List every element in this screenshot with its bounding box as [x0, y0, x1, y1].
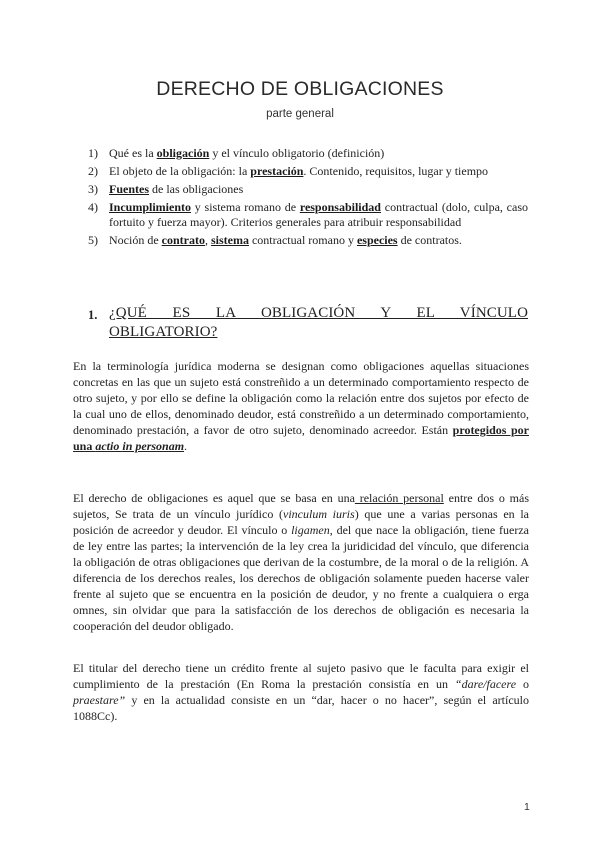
toc-item-keyword: sistema: [210, 233, 249, 247]
latin-term: praestare”: [73, 693, 126, 707]
page-number: 1: [524, 801, 530, 813]
toc-item-text: Qué es la: [109, 146, 157, 160]
toc-item: [88, 233, 528, 248]
toc-item-text: Noción de: [109, 233, 162, 247]
toc-item-number: 5): [88, 233, 98, 247]
toc-item: [88, 200, 528, 230]
toc-item-text: contractual romano y: [248, 233, 357, 247]
paragraph-text: El derecho de obligaciones es aquel que se basa en una: [73, 491, 355, 505]
toc-item-keyword: especies: [356, 233, 398, 247]
latin-term: “dare/facere: [454, 677, 517, 691]
toc-item-keyword: Incumplimiento: [109, 200, 192, 214]
toc-item-text: ,: [204, 233, 211, 247]
toc-item-number: 4): [88, 200, 98, 214]
paragraph-derecho-obligaciones: [73, 490, 529, 634]
latin-term: vinculum iuris: [283, 507, 355, 521]
toc-item-number: 1): [88, 146, 98, 160]
paragraph-text: y en la actualidad consiste en un “dar, hacer o no hacer”, según el artículo 1088Cc).: [73, 693, 529, 723]
latin-term: ligamen: [291, 523, 330, 537]
section-number: 1.: [88, 308, 98, 322]
paragraph-emphasis-text: protegidos por una: [73, 423, 529, 453]
toc-item-text: . Contenido, requisitos, lugar y tiempo: [303, 164, 489, 178]
latin-term: actio in personam: [95, 439, 185, 453]
paragraph-definition: [73, 358, 529, 454]
toc-item-number: 3): [88, 182, 98, 196]
paragraph-text: En la terminología jurídica moderna se designan como obligaciones aquellas situaciones concretas en las que un sujeto está constreñido a un determinado comportamiento respecto de otro sujeto, y por ello se define la obligación como la relación entre dos sujetos por efecto de la cual uno de ellos, denominado deudor, está constreñido a un determinado comportamiento, denominado prestación, a favor de otro sujeto, denominado acreedor. Están: [73, 359, 529, 437]
toc-item-keyword: contrato: [161, 233, 205, 247]
paragraph-text: o: [516, 677, 530, 691]
paragraph-titular: [73, 660, 529, 724]
document-title: DERECHO DE OBLIGACIONES: [156, 78, 444, 100]
section-heading: [88, 304, 528, 342]
paragraph-text: , del que nace la obligación, tiene fuerza de ley entre las partes; la intervención de la ley crea la juridicidad del vínculo, que diferencia la obligación de otras obligaciones que derivan de la costumbre, de la moral o de la religión. A diferencia de los derechos reales, los derechos de obligación solamente pueden hacerse valer frente al sujeto que se encuentra en la posición de deudor, y no frente a cualquiera o erga omnes, sin olvidar que para la satisfacción de los derechos de obligación es necesaria la cooperación del deudor obligado.: [73, 523, 530, 633]
table-of-contents: [88, 146, 528, 251]
toc-item-text: y el vínculo obligatorio (definición): [209, 146, 385, 160]
section-title-line: OBLIGATORIO?: [109, 324, 218, 340]
toc-item-text: contractual (dolo, culpa, caso fortuito y fuerza mayor). Criterios generales para atribuir responsabilidad: [109, 200, 528, 229]
toc-item-keyword: responsabilidad: [299, 200, 381, 214]
paragraph-text: El titular del derecho tiene un crédito frente al sujeto pasivo que le faculta para exigir el cumplimiento de la prestación (En Roma la prestación consistía en un: [73, 661, 529, 691]
toc-item-text: El objeto de la obligación: la: [109, 164, 251, 178]
toc-item-text: y sistema romano de: [191, 200, 300, 214]
paragraph-underlined: relación personal: [354, 491, 444, 505]
toc-item-number: 2): [88, 164, 98, 178]
toc-item-keyword: prestación: [250, 164, 304, 178]
paragraph-text: .: [184, 439, 188, 453]
toc-item-text: de las obligaciones: [149, 182, 244, 196]
toc-item-text: de contratos.: [397, 233, 462, 247]
section-title: [109, 304, 528, 342]
paragraph-text: entre dos o más sujetos, Se trata de un vínculo jurídico (: [73, 491, 529, 521]
toc-item-keyword: Fuentes: [109, 182, 149, 196]
document-subtitle: parte general: [266, 108, 334, 120]
toc-item: [88, 146, 528, 161]
section-title-line: ¿QUÉ ES LA OBLIGACIÓN Y EL VÍNCULO: [109, 305, 528, 321]
toc-item: [88, 164, 528, 179]
toc-item-keyword: obligación: [156, 146, 210, 160]
toc-item: [88, 182, 528, 197]
paragraph-text: ) que une a varias personas en la posición de acreedor y deudor. El vínculo o: [73, 507, 529, 537]
